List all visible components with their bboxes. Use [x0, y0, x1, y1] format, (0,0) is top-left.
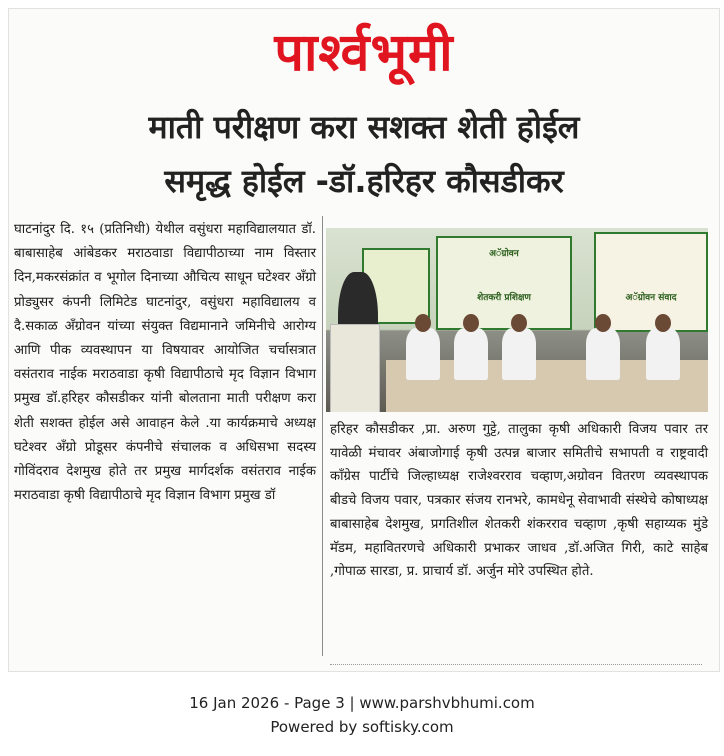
banner-right-text: अॅग्रोवन संवाद [625, 293, 677, 303]
column-divider [322, 216, 323, 656]
masthead: पार्श्वभूमी [274, 23, 454, 83]
seated-guest [586, 328, 620, 380]
headline-line-2: समृद्ध होईल -डॉ.हरिहर कौसडीकर [164, 162, 564, 200]
seated-guest [502, 328, 536, 380]
headline-line-1: माती परीक्षण करा सशक्त शेती होईल [148, 108, 580, 146]
banner-sub-text: शेतकरी प्रशिक्षण [477, 293, 531, 303]
seated-guest [406, 328, 440, 380]
photo-banner-main [436, 236, 572, 330]
bottom-divider [330, 664, 702, 669]
seated-guest [646, 328, 680, 380]
article-left-text: घाटनांदुर दि. १५ (प्रतिनिधी) येथील वसुंधरा महाविद्यालयात डॉ. बाबासाहेब आंबेडकर मराठवाडा विद्यापीठाच्या नाम विस्तार दिन,मकरसंक्रांत व भूगोल दिनाच्या औचित्य साधून घटेश्वर अँग्रो प्रोड्युसर कंपनी लिमिटेड घाटनांदुर, वसुंधरा महाविद्यालय व दै.सकाळ अँग्रोवन यांच्या संयुक्त विद्यमानाने जमिनीचे आरोग्य आणि पीक व्यवस्थापन या विषयावर आयोजित चर्चासत्रात वसंतराव नाईक मराठवाडा कृषी विद्यापीठाचे मृद विज्ञान विभाग प्रमुख डॉ.हरिहर कौसडीकर यांनी बोलताना माती परीक्षण करा शेती सशक्त होईल असे आवाहन केले .या कार्यक्रमाचे अध्यक्ष घटेश्वर अँग्रो प्रोडूसर कंपनीचे संचालक व अधिसभा सदस्य गोविंदराव देशमुख होते तर प्रमुख मार्गदर्शक वसंतराव नाईक मराठवाडा कृषी विद्यापीठाचे मृद विज्ञान विभाग प्रमुख डॉ [14, 222, 316, 504]
article-right-text: हरिहर कौसडीकर ,प्रा. अरुण गुट्टे, तालुका कृषी अधिकारी विजय पवार तर यावेळी मंचावर अंबाजोगाई कृषी उत्पन्न बाजार समितीचे सभापती व राष्ट्रवादी कॉंग्रेस पार्टीचे जिल्हाध्यक्ष राजेश्वरराव चव्हाण,अग्रोवन वितरण व्यवस्थापक बीडचे विजय पवार, पत्रकार संजय रानभरे, कामधेनू सेवाभावी संस्थेचे कोषाध्यक्ष बाबासाहेब देशमुख, प्रगतिशील शेतकरी शंकरराव चव्हाण ,कृषी सहाय्यक मुंडे मॅडम, महावितरणचे अधिकारी प्रभाकर जाधव ,डॉ.अजित गिरी, काटे साहेब ,गोपाळ सारडा, प्र. प्राचार्य डॉ. अर्जुन मोरे उपस्थित होते. [330, 422, 708, 580]
footer-date-page: 16 Jan 2026 - Page 3 | www.parshvbhumi.com [189, 694, 535, 712]
seated-guest [454, 328, 488, 380]
event-photo [326, 228, 708, 412]
article-left-column [14, 218, 316, 508]
article-right-column [330, 418, 708, 584]
podium [330, 324, 380, 412]
banner-main-text: अॅग्रोवन [489, 249, 519, 259]
photo-banner-right [594, 232, 708, 332]
footer-powered-by: Powered by softisky.com [270, 718, 454, 736]
